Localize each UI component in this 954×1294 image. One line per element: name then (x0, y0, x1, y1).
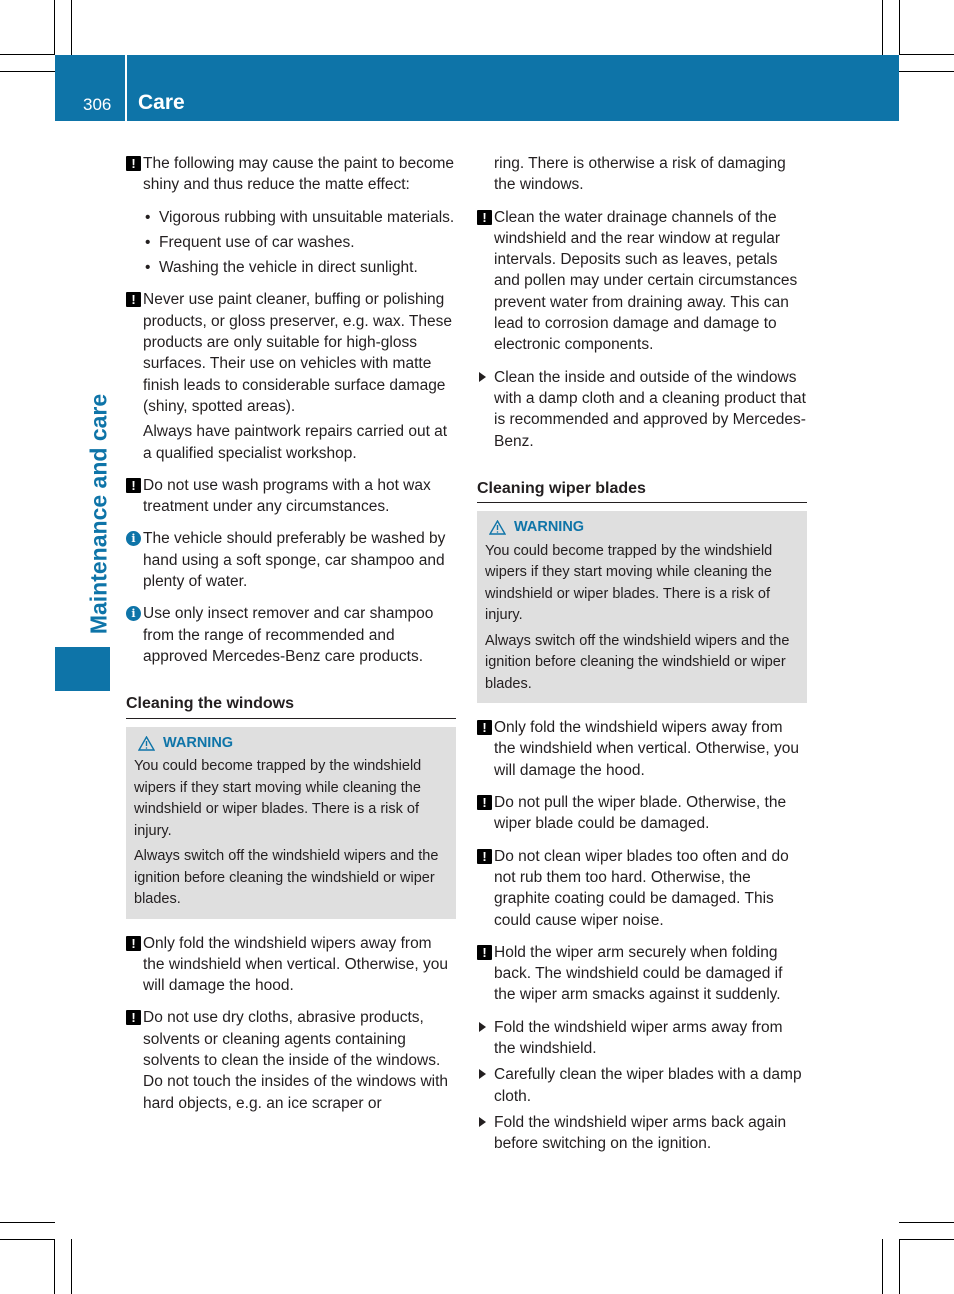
section-heading: Cleaning wiper blades (477, 478, 807, 503)
list-item: • Vigorous rubbing with unsuitable materials. (145, 208, 455, 226)
right-column (477, 153, 807, 1166)
note-paragraph: ! Clean the water drainage channels of the windshield and the rear window at regular intervals. Deposits such as leaves, petals and pollen may under certain circumstances prevent water from draining away. This can lead to corrosion damage and damage to electronic components. (477, 207, 807, 356)
note-paragraph: ! Do not use wash programs with a hot wax treatment under any circumstances. (126, 475, 456, 518)
crop-mark (899, 71, 954, 72)
step-arrow-icon (479, 1022, 486, 1032)
crop-mark (899, 54, 954, 55)
note-paragraph: ! Never use paint cleaner, buffing or polishing products, or gloss preserver, e.g. wax. These products are only suitable for high-gloss surfaces. Their use on vehicles with matte finish leads to considerable surface damage (shiny, spotted areas). (126, 289, 456, 417)
instruction-step: Fold the windshield wiper arms back again before switching on the ignition. (477, 1112, 807, 1155)
crop-mark (54, 1239, 55, 1294)
note-paragraph: ! Only fold the windshield wipers away from the windshield when vertical. Otherwise, you will damage the hood. (126, 933, 456, 997)
exclamation-icon: ! (126, 1010, 141, 1025)
exclamation-icon: ! (126, 292, 141, 307)
crop-mark (0, 1222, 55, 1223)
crop-mark (71, 1239, 72, 1294)
exclamation-icon: ! (126, 936, 141, 951)
exclamation-icon: ! (126, 478, 141, 493)
warning-text: You could become trapped by the windshield wipers if they start moving while cleaning the windshield or wiper blades. There is a risk of injury. (485, 542, 773, 624)
note-paragraph: ! Do not pull the wiper blade. Otherwise, the wiper blade could be damaged. (477, 792, 807, 835)
note-paragraph: ! Hold the wiper arm securely when folding back. The windshield could be damaged if the wiper arm smacks against it suddenly. (477, 942, 807, 1006)
note-paragraph: ! Only fold the windshield wipers away from the windshield when vertical. Otherwise, you will damage the hood. (477, 717, 807, 781)
warning-triangle-icon (489, 520, 506, 535)
step-arrow-icon (479, 1069, 486, 1079)
exclamation-icon: ! (477, 210, 492, 225)
instruction-step: Clean the inside and outside of the windows with a damp cloth and a cleaning product that is recommended and approved by Mercedes-Benz. (477, 367, 807, 452)
crop-mark (71, 0, 72, 55)
crop-mark (0, 71, 55, 72)
instruction-step: Carefully clean the wiper blades with a damp cloth. (477, 1064, 807, 1107)
list-item: • Washing the vehicle in direct sunlight. (145, 259, 418, 277)
chapter-side-label: Maintenance and care (85, 393, 112, 635)
crop-mark (899, 1239, 900, 1294)
info-icon: i (126, 531, 141, 546)
info-paragraph: i Use only insect remover and car shampoo from the range of recommended and approved Mercedes-Benz care products. (126, 603, 456, 667)
section-heading: Cleaning the windows (126, 693, 456, 718)
list-item: • Frequent use of car washes. (145, 233, 355, 251)
exclamation-icon: ! (477, 945, 492, 960)
crop-mark (0, 1239, 55, 1240)
page-number: 306 (83, 95, 112, 114)
section-title: Care (138, 91, 185, 114)
note-paragraph: ! Do not clean wiper blades too often and do not rub them too hard. Otherwise, the graphite coating could be damaged. This could cause wiper noise. (477, 846, 807, 931)
warning-text: Always switch off the windshield wipers and the ignition before cleaning the windshield or wiper blades. (134, 848, 439, 908)
chapter-tab (55, 647, 110, 691)
header-divider (125, 55, 127, 121)
warning-header: WARNING (485, 517, 799, 539)
note-paragraph: ! The following may cause the paint to become shiny and thus reduce the matte effect: (126, 153, 456, 196)
step-arrow-icon (479, 1117, 486, 1127)
info-paragraph: i The vehicle should preferably be washed by hand using a soft sponge, car shampoo and plenty of water. (126, 528, 456, 592)
crop-mark (0, 54, 55, 55)
step-arrow-icon (479, 372, 486, 382)
page-header (55, 55, 899, 121)
crop-mark (882, 0, 883, 55)
note-paragraph-continued: Always have paintwork repairs carried out at a qualified specialist workshop. (143, 423, 448, 462)
left-column (126, 153, 456, 1125)
crop-mark (899, 1222, 954, 1223)
warning-header: WARNING (134, 733, 448, 755)
crop-mark (54, 0, 55, 55)
warning-box (126, 727, 456, 919)
crop-mark (882, 1239, 883, 1294)
warning-box (477, 511, 807, 703)
exclamation-icon: ! (477, 795, 492, 810)
note-paragraph-continued: ring. There is otherwise a risk of damaging the windows. (494, 155, 786, 194)
crop-mark (899, 0, 900, 55)
warning-triangle-icon (138, 736, 155, 751)
exclamation-icon: ! (126, 156, 141, 171)
note-paragraph: ! Do not use dry cloths, abrasive products, solvents or cleaning agents containing solvents to clean the inside of the windows. Do not touch the insides of the windows with hard objects, e.g. an ice scraper or (126, 1007, 456, 1113)
warning-text: You could become trapped by the windshield wipers if they start moving while cleaning the windshield or wiper blades. There is a risk of injury. (134, 758, 422, 839)
warning-text: Always switch off the windshield wipers and the ignition before cleaning the windshield or wiper blades. (485, 632, 790, 692)
exclamation-icon: ! (477, 849, 492, 864)
info-icon: i (126, 606, 141, 621)
exclamation-icon: ! (477, 720, 492, 735)
crop-mark (899, 1239, 954, 1240)
instruction-step: Fold the windshield wiper arms away from the windshield. (477, 1017, 807, 1060)
